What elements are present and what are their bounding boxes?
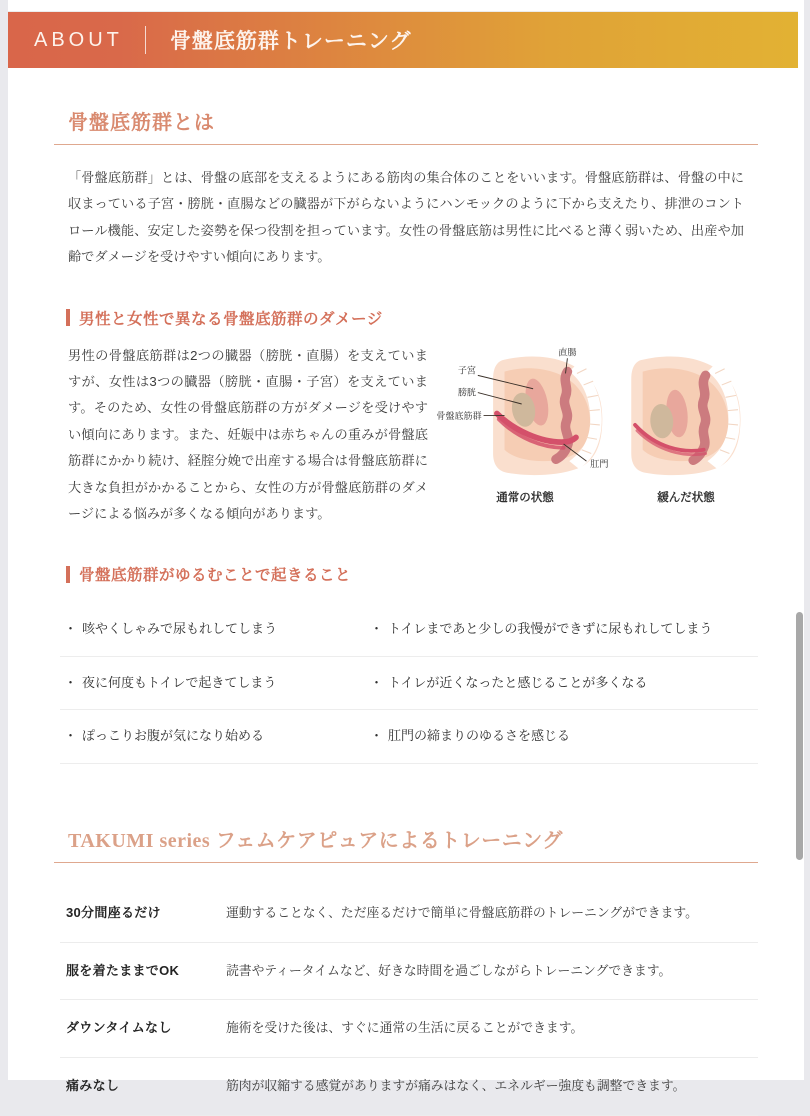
caption-normal-state: 通常の状態 <box>496 491 554 504</box>
symptom-text: ぽっこりお腹が気になり始める <box>82 728 265 744</box>
scrollbar-thumb[interactable] <box>796 612 803 860</box>
anatomy-figure <box>428 343 758 528</box>
feature-table <box>54 885 758 1116</box>
feature-label: ダウンタイムなし <box>66 1020 172 1036</box>
section-heading-intro: 骨盤底筋群とは <box>54 106 758 145</box>
bullet-icon: ・ <box>64 728 78 744</box>
label-pelvic-floor: 骨盤底筋群 <box>436 410 482 421</box>
symptom-text: 咳やくしゃみで尿もれしてしまう <box>82 621 278 637</box>
symptom-item <box>360 710 758 763</box>
symptom-item <box>360 603 758 656</box>
anatomy-canvas <box>434 343 758 493</box>
label-bladder: 膀胱 <box>457 387 476 398</box>
scrollbar-track[interactable] <box>798 0 804 1080</box>
label-uterus: 子宮 <box>457 365 476 376</box>
symptom-item <box>60 603 360 656</box>
diagram-loose-state <box>631 356 740 475</box>
damage-split-layout <box>54 343 758 528</box>
feature-label: 服を着たままでOK <box>66 962 180 978</box>
about-header-banner <box>8 12 804 68</box>
header-divider <box>145 26 146 54</box>
page-title: 骨盤底筋群トレーニング <box>169 30 412 53</box>
bullet-icon: ・ <box>64 674 78 690</box>
symptom-item <box>360 657 758 710</box>
symptom-text: トイレが近くなったと感じることが多くなる <box>388 674 648 690</box>
feature-description: 筋肉が収縮する感覚がありますが痛みはなく、エネルギー強度も調整できます。 <box>226 1078 686 1094</box>
table-row <box>60 943 758 1001</box>
page-top-spacer <box>8 0 804 12</box>
symptom-text: トイレまであと少しの我慢ができずに尿もれしてしまう <box>388 621 713 637</box>
content-wrapper <box>8 106 804 1116</box>
list-item <box>60 710 758 764</box>
list-item <box>60 603 758 657</box>
table-row <box>60 1000 758 1058</box>
bullet-icon: ・ <box>370 674 384 690</box>
table-row <box>60 1058 758 1116</box>
damage-paragraph: 男性の骨盤底筋群は2つの臓器（膀胱・直腸）を支えていますが、女性は3つの臓器（膀胱・直腸・子宮）を支えています。そのため、女性の骨盤底筋群の方がダメージを受けやすい傾向にあります。また、妊娠中は赤ちゃんの重みが骨盤底筋群にかかり続け、経腟分娩で出産する場合は骨盤底筋群に大きな負担がかかることから、女性の方が骨盤底筋群のダメージによる悩みが多くなる傾向があります。 <box>68 347 428 522</box>
feature-description: 運動することなく、ただ座るだけで簡単に骨盤底筋群のトレーニングができます。 <box>226 904 698 920</box>
about-kicker-label: ABOUT <box>34 28 123 51</box>
list-item <box>60 657 758 711</box>
symptom-text: 夜に何度もトイレで起きてしまう <box>82 674 277 690</box>
diagram-normal-state <box>436 346 608 475</box>
heading-tick-icon <box>66 566 70 583</box>
label-rectum: 直腸 <box>558 347 577 358</box>
feature-description: 施術を受けた後は、すぐに通常の生活に戻ることができます。 <box>226 1020 584 1036</box>
intro-paragraph: 「骨盤底筋群」とは、骨盤の底部を支えるようにある筋肉の集合体のことをいいます。骨盤底筋群は、骨盤の中に収まっている子宮・膀胱・直腸などの臓器が下がらないようにハンモックのように下から支えたり、排泄のコントロール機能、安定した姿勢を保つ役割を担っています。女性の骨盤底筋は男性に比べると薄く弱いため、出産や加齢でダメージを受けやすい傾向にあります。 <box>68 170 744 265</box>
feature-label: 30分間座るだけ <box>66 904 161 920</box>
symptom-text: 肛門の締まりのゆるさを感じる <box>388 728 571 744</box>
symptom-item <box>60 710 360 763</box>
feature-label: 痛みなし <box>66 1078 120 1094</box>
label-anus: 肛門 <box>590 458 609 469</box>
heading-tick-icon <box>66 309 70 326</box>
symptom-item <box>60 657 360 710</box>
symptom-list <box>54 603 758 764</box>
caption-loose-state: 緩んだ状態 <box>657 491 715 504</box>
section-heading-takumi: TAKUMI series フェムケアピュアによるトレーニング <box>54 824 758 863</box>
section-heading-symptoms-label: 骨盤底筋群がゆるむことで起きること <box>79 567 352 585</box>
table-row <box>60 885 758 943</box>
section-heading-damage <box>54 307 758 329</box>
bullet-icon: ・ <box>370 728 384 744</box>
section-heading-symptoms <box>54 563 758 585</box>
section-heading-damage-label: 男性と女性で異なる骨盤底筋群のダメージ <box>79 310 383 328</box>
anatomy-diagram-svg <box>434 343 758 493</box>
bullet-icon: ・ <box>64 621 78 637</box>
feature-description: 読書やティータイムなど、好きな時間を過ごしながらトレーニングできます。 <box>226 962 672 978</box>
bullet-icon: ・ <box>370 621 384 637</box>
